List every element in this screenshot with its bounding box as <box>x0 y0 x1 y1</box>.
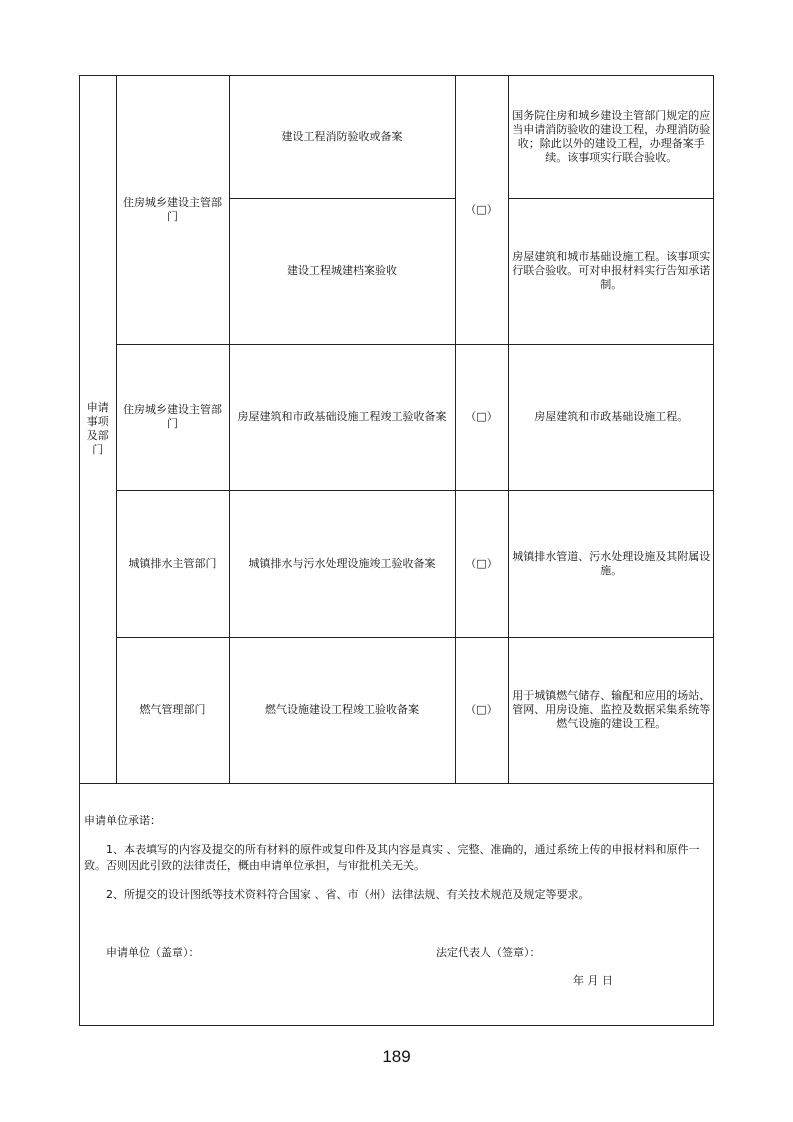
pledge-title: 申请单位承诺： <box>84 814 161 827</box>
scope-cell: 用于城镇燃气储存、输配和应用的场站、管网、用房设施、监控及数据采集系统等燃气设施的建设工程。 <box>508 637 714 783</box>
applicant-seal-label: 申请单位（盖章）： <box>106 946 200 959</box>
department-cell: 城镇排水主管部门 <box>116 490 229 637</box>
table-row <box>80 76 714 198</box>
department-cell: 住房城乡建设主管部门 <box>116 344 229 490</box>
section-label: 申请事项及部门 <box>80 76 116 783</box>
item-name-cell: 建设工程消防验收或备案 <box>229 76 455 198</box>
item-name-cell: 房屋建筑和市政基础设施工程竣工验收备案 <box>229 344 455 490</box>
table-row <box>80 344 714 490</box>
department-cell: 燃气管理部门 <box>116 637 229 783</box>
scope-cell: 房屋建筑和市政基础设施工程。 <box>508 344 714 490</box>
table-row <box>80 637 714 783</box>
checkbox-cell[interactable]: （□） <box>455 490 508 637</box>
item-name-cell: 燃气设施建设工程竣工验收备案 <box>229 637 455 783</box>
item-name-cell: 建设工程城建档案验收 <box>229 198 455 344</box>
page-number: 189 <box>382 1047 411 1066</box>
scope-cell: 房屋建筑和城市基础设施工程。该事项实行联合验收。可对申报材料实行告知承诺制。 <box>508 198 714 344</box>
checkbox-cell[interactable]: （□） <box>455 76 508 344</box>
scope-cell: 城镇排水管道、污水处理设施及其附属设施。 <box>508 490 714 637</box>
pledge-item-1: 1、本表填写的内容及提交的所有材料的原件或复印件及其内容是真实 、完整、准确的，通过系统上传的申报材料和原件一致。否则因此引致的法律责任，概由申请单位承担，与审批机关无关。 <box>84 843 700 872</box>
legal-representative-signature-label: 法定代表人（签章）： <box>436 946 541 959</box>
pledge-section <box>80 783 713 1025</box>
scope-cell: 国务院住房和城乡建设主管部门规定的应当申请消防验收的建设工程，办理消防验收；除此以外的建设工程，办理备案手续。该事项实行联合验收。 <box>508 76 714 198</box>
item-name-cell: 城镇排水与污水处理设施竣工验收备案 <box>229 490 455 637</box>
checkbox-cell[interactable]: （□） <box>455 344 508 490</box>
checkbox-cell[interactable]: （□） <box>455 637 508 783</box>
table-row <box>80 490 714 637</box>
department-cell: 住房城乡建设主管部门 <box>116 76 229 344</box>
date-label: 年 月 日 <box>573 974 613 987</box>
application-items-table <box>80 76 714 784</box>
pledge-item-2: 2、所提交的设计图纸等技术资料符合国家 、省、市（州）法律法规、有关技术规范及规定等要求。 <box>106 888 590 901</box>
application-form <box>79 75 714 1026</box>
